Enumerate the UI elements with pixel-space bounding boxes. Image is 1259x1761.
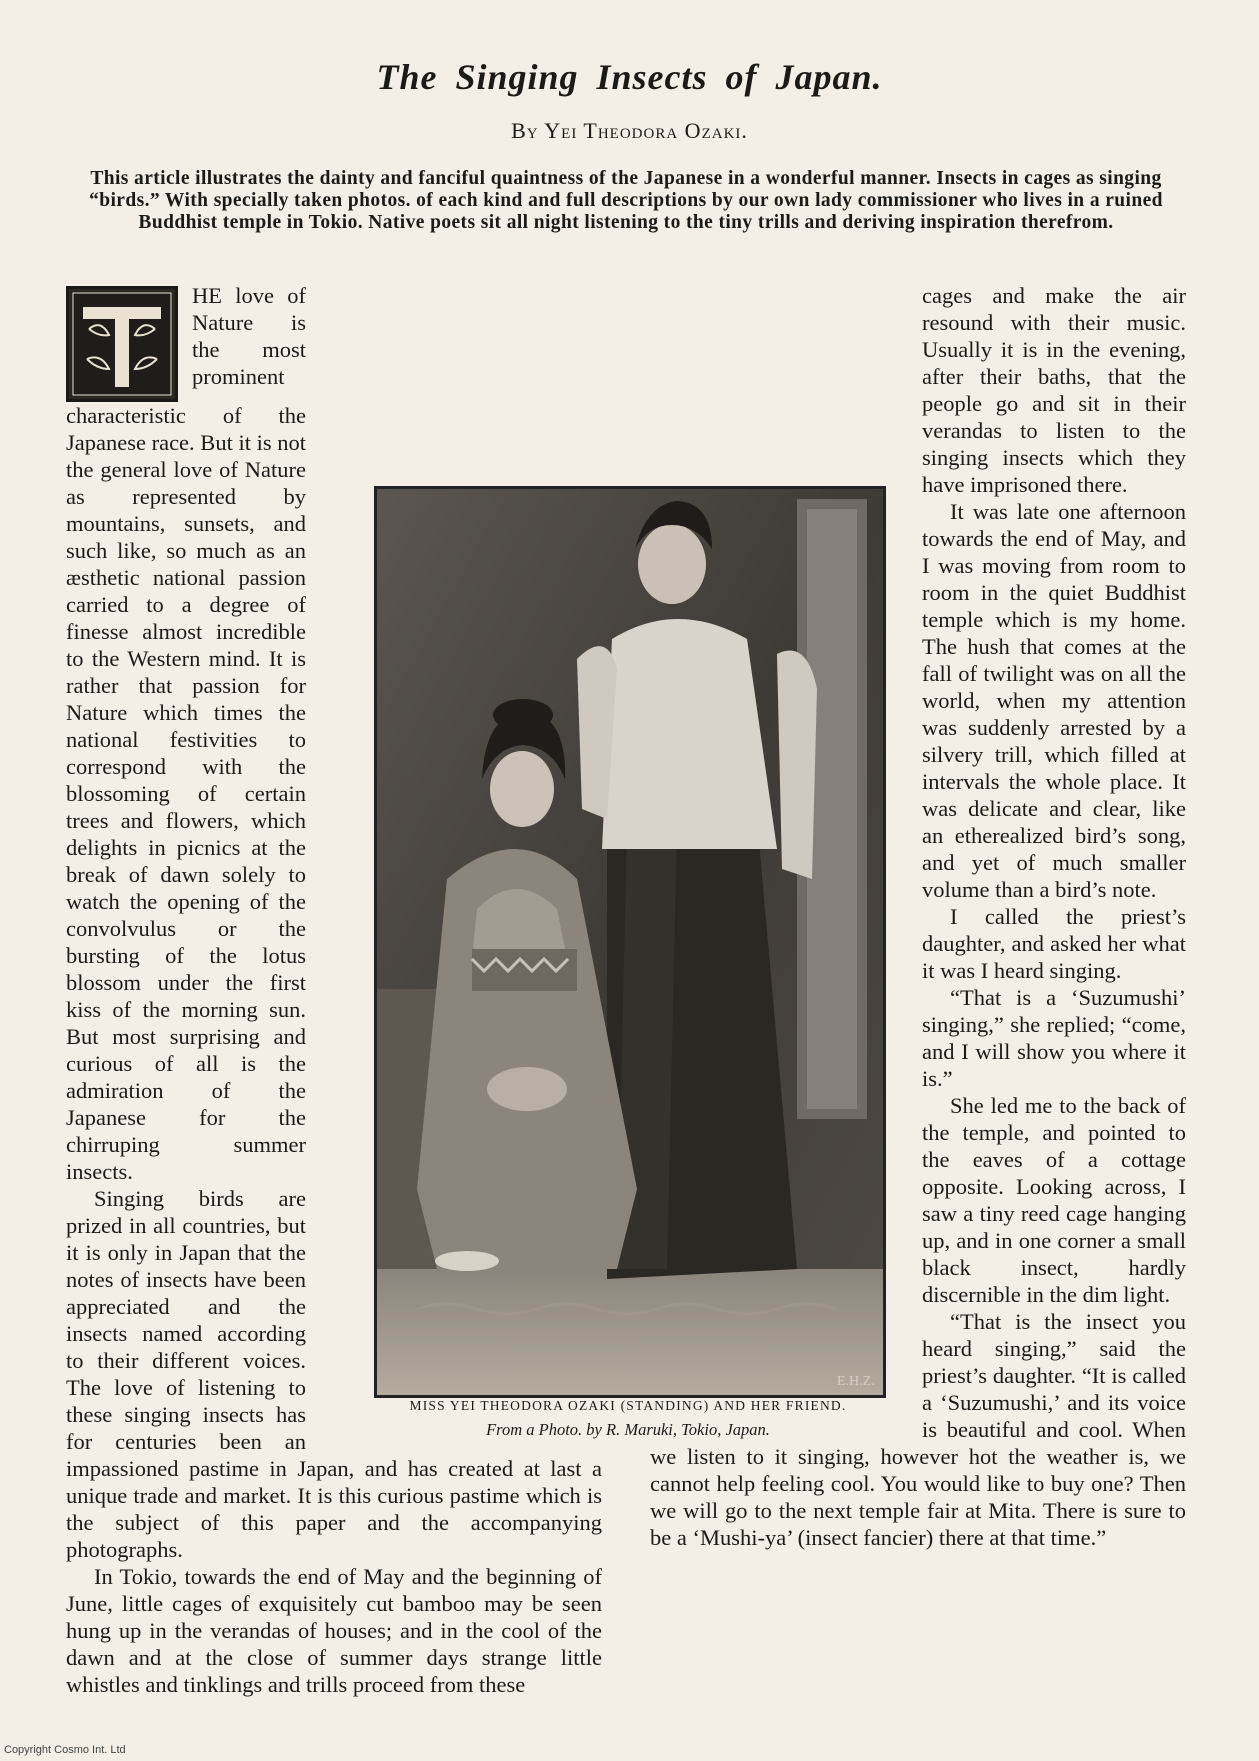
- paragraph-1: HE love of Nature is the most prominent characteristic of the Japanese race. But it is not the general love of Nature as represented by mountains, sunsets, and such like, so much as an æsthetic national passion carried to a degree of finesse almost incredible to the Western mind. It is rather that passion for Nature which times the national festivities to correspond with the blossoming of certain trees and flowers, which delights in picnics at the break of dawn solely to watch the opening of the convolvulus or the bursting of the lotus blossom under the first kiss of the morning sun. But most surprising and curious of all is the admiration of the Japanese for the chirruping summer insects.: [66, 283, 306, 1184]
- standfirst: This article illustrates the dainty and fanciful quaintness of the Japanese in a wonderful manner. Insects in cages as singing “birds.” With specially taken photos. of each kind and full descriptions by our own lady commissioner who lives in a ruined Buddhist temple in Tokio. Native poets sit all night listening to the tiny trills and deriving inspiration therefrom.: [89, 168, 1163, 233]
- paragraph-3: In Tokio, towards the end of May and the beginning of June, little cages of exquisitely cut bamboo may be seen hung up in the verandas of houses; and in the cool of the dawn and at the close of summer days strange little whistles and tinklings and trills proceed from these: [66, 1564, 602, 1697]
- photo-mark: E.H.Z.: [837, 1374, 875, 1389]
- photo-caption: MISS YEI THEODORA OZAKI (STANDING) AND HER FRIEND.: [409, 1398, 847, 1413]
- paragraph-8: She led me to the back of the temple, and pointed to the eaves of a cottage opposite. Looking across, I saw a tiny reed cage hanging up, and in one corner a small black insect, hardly discernible in the dim light.: [922, 1093, 1186, 1307]
- paragraph-6: I called the priest’s daughter, and asked her what it was I heard singing.: [922, 904, 1186, 983]
- drop-cap-t-icon: [66, 286, 178, 402]
- copyright-notice: Copyright Cosmo Int. Ltd: [4, 1744, 126, 1756]
- article-title: The Singing Insects of Japan.: [376, 57, 883, 97]
- portrait-photo: [374, 486, 886, 1398]
- paragraph-2: Singing birds are prized in all countries, but it is only in Japan that the notes of insects have been appreciated and the insects named according to their different voices. The love of listening to these singing insects has for centuries been an impassioned pastime in Japan, and has created at last a unique trade and market. It is this curious pastime which is the subject of this paper and the accompanying photographs.: [66, 1186, 602, 1562]
- paragraph-7: “That is a ‘Suzumushi’ singing,” she replied; “come, and I will show you where it is.”: [922, 985, 1186, 1091]
- portrait-photo-image: [377, 489, 883, 1395]
- byline: By Yei Theodora Ozaki.: [511, 118, 748, 143]
- paragraph-9: “That is the insect you heard singing,” said the priest’s daughter. “It is called a ‘Suzumushi,’ and its voice is beautiful and cool. When we listen to it singing, however hot the weather is, we cannot help feeling cool. You would like to buy one? Then we will go to the next temple fair at Mita. There is sure to be a ‘Mushi-ya’ (insect fancier) there at that time.”: [650, 1309, 1186, 1550]
- paragraph-4: cages and make the air resound with their music. Usually it is in the evening, after their baths, that the people go and sit in their verandas to listen to the singing insects which they have imprisoned there.: [922, 283, 1186, 497]
- photo-credit: From a Photo. by R. Maruki, Tokio, Japan.: [486, 1420, 770, 1439]
- paragraph-5: It was late one afternoon towards the end of May, and I was moving from room to room in the quiet Buddhist temple which is my home. The hush that comes at the fall of twilight was on all the world, when my attention was suddenly arrested by a silvery trill, which filled at intervals the whole place. It was delicate and clear, like an etherealized bird’s song, and yet of much smaller volume than a bird’s note.: [922, 499, 1186, 902]
